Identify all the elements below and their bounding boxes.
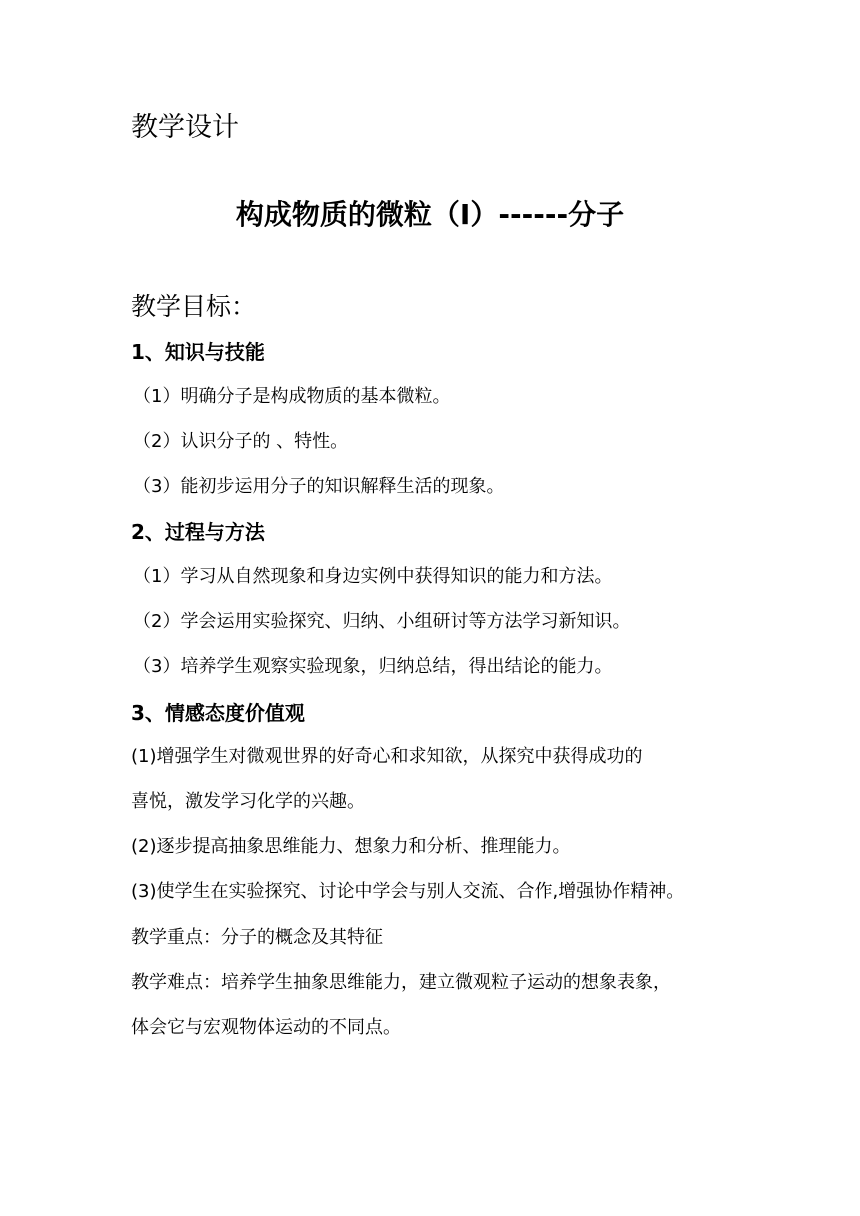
key-point: 教学重点：分子的概念及其特征 [131, 927, 383, 948]
section-title-attitude: 3、情感态度价值观 [131, 701, 305, 725]
difficult-point-line-2: 体会它与宏观物体运动的不同点。 [131, 1017, 401, 1038]
attitude-item-1-continued: 喜悦，激发学习化学的兴趣。 [131, 791, 365, 812]
process-item-2: （2）学会运用实验探究、归纳、小组研讨等方法学习新知识。 [133, 611, 631, 632]
knowledge-item-2: （2）认识分子的 、特性。 [133, 431, 349, 452]
section-title-knowledge: 1、知识与技能 [131, 340, 265, 364]
attitude-item-1: (1)增强学生对微观世界的好奇心和求知欲，从探究中获得成功的 [131, 746, 643, 767]
process-item-1: （1）学习从自然现象和身边实例中获得知识的能力和方法。 [133, 566, 613, 587]
process-item-3: （3）培养学生观察实验现象，归纳总结，得出结论的能力。 [133, 656, 613, 677]
objectives-label: 教学目标： [131, 292, 257, 321]
knowledge-item-1: （1）明确分子是构成物质的基本微粒。 [133, 386, 451, 407]
attitude-item-2: (2)逐步提高抽象思维能力、想象力和分析、推理能力。 [131, 836, 571, 857]
section-title-process: 2、过程与方法 [131, 520, 265, 544]
knowledge-item-3: （3）能初步运用分子的知识解释生活的现象。 [133, 476, 505, 497]
document-heading: 教学设计 [131, 112, 239, 143]
lesson-title: 构成物质的微粒（I）------分子 [235, 198, 625, 231]
attitude-item-3: (3)使学生在实验探究、讨论中学会与别人交流、合作,增强协作精神。 [131, 881, 685, 902]
difficult-point-line-1: 教学难点：培养学生抽象思维能力，建立微观粒子运动的想象表象， [131, 972, 671, 993]
